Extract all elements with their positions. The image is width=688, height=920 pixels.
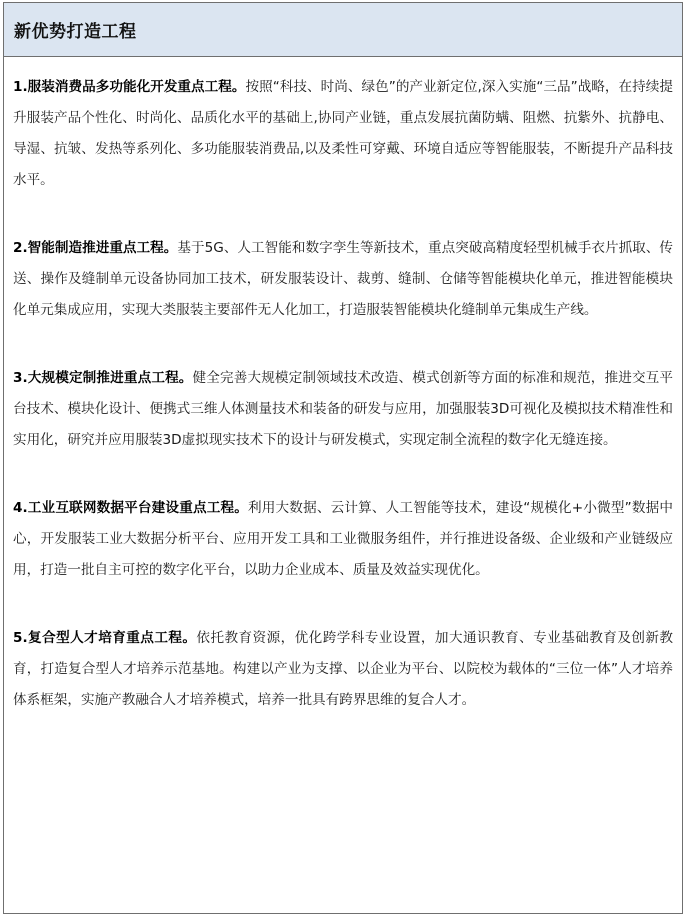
table-header xyxy=(4,3,682,57)
section-1 xyxy=(13,72,673,196)
section-title: 2.智能制造推进重点工程。 xyxy=(13,240,178,256)
section-title: 3.大规模定制推进重点工程。 xyxy=(13,370,193,386)
table-body xyxy=(4,57,682,716)
section-body: 按照“科技、时尚、绿色”的产业新定位,深入实施“三品”战略，在持续提升服装产品个性化、时尚化、品质化水平的基础上,协同产业链，重点发展抗菌防螨、阻燃、抗紫外、抗静电、导湿、抗皱、发热等系列化、多功能服装消费品,以及柔性可穿戴、环境自适应等智能服装，不断提升产品科技水平。 xyxy=(13,79,673,188)
section-body: 利用大数据、云计算、人工智能等技术，建设“规模化+小微型”数据中心，开发服装工业大数据分析平台、应用开发工具和工业微服务组件，并行推进设备级、企业级和产业链级应用，打造一批自主可控的数字化平台，以助力企业成本、质量及效益实现优化。 xyxy=(13,500,673,578)
section-2 xyxy=(13,233,673,326)
section-body: 健全完善大规模定制领域技术改造、模式创新等方面的标准和规范，推进交互平台技术、模块化设计、便携式三维人体测量技术和装备的研发与应用，加强服装3D可视化及模拟技术精准性和实用化，研究并应用服装3D虚拟现实技术下的设计与研发模式，实现定制全流程的数字化无缝连接。 xyxy=(13,370,674,448)
content-table xyxy=(3,2,683,914)
section-title: 1.服装消费品多功能化开发重点工程。 xyxy=(13,79,246,95)
section-title: 4.工业互联网数据平台建设重点工程。 xyxy=(13,500,249,516)
section-body: 基于5G、人工智能和数字孪生等新技术，重点突破高精度轻型机械手衣片抓取、传送、操作及缝制单元设备协同加工技术，研发服装设计、裁剪、缝制、仓储等智能模块化单元，推进智能模块化单元集成应用，实现大类服装主要部件无人化加工，打造服装智能模块化缝制单元集成生产线。 xyxy=(13,240,674,318)
section-4 xyxy=(13,493,673,586)
section-body: 依托教育资源，优化跨学科专业设置，加大通识教育、专业基础教育及创新教育，打造复合型人才培养示范基地。构建以产业为支撑、以企业为平台、以院校为载体的“三位一体”人才培养体系框架，实施产教融合人才培养模式，培养一批具有跨界思维的复合人才。 xyxy=(13,630,673,708)
section-5 xyxy=(13,623,673,716)
page-title: 新优势打造工程 xyxy=(14,22,137,42)
section-title: 5.复合型人才培育重点工程。 xyxy=(13,630,197,646)
section-3 xyxy=(13,363,673,456)
